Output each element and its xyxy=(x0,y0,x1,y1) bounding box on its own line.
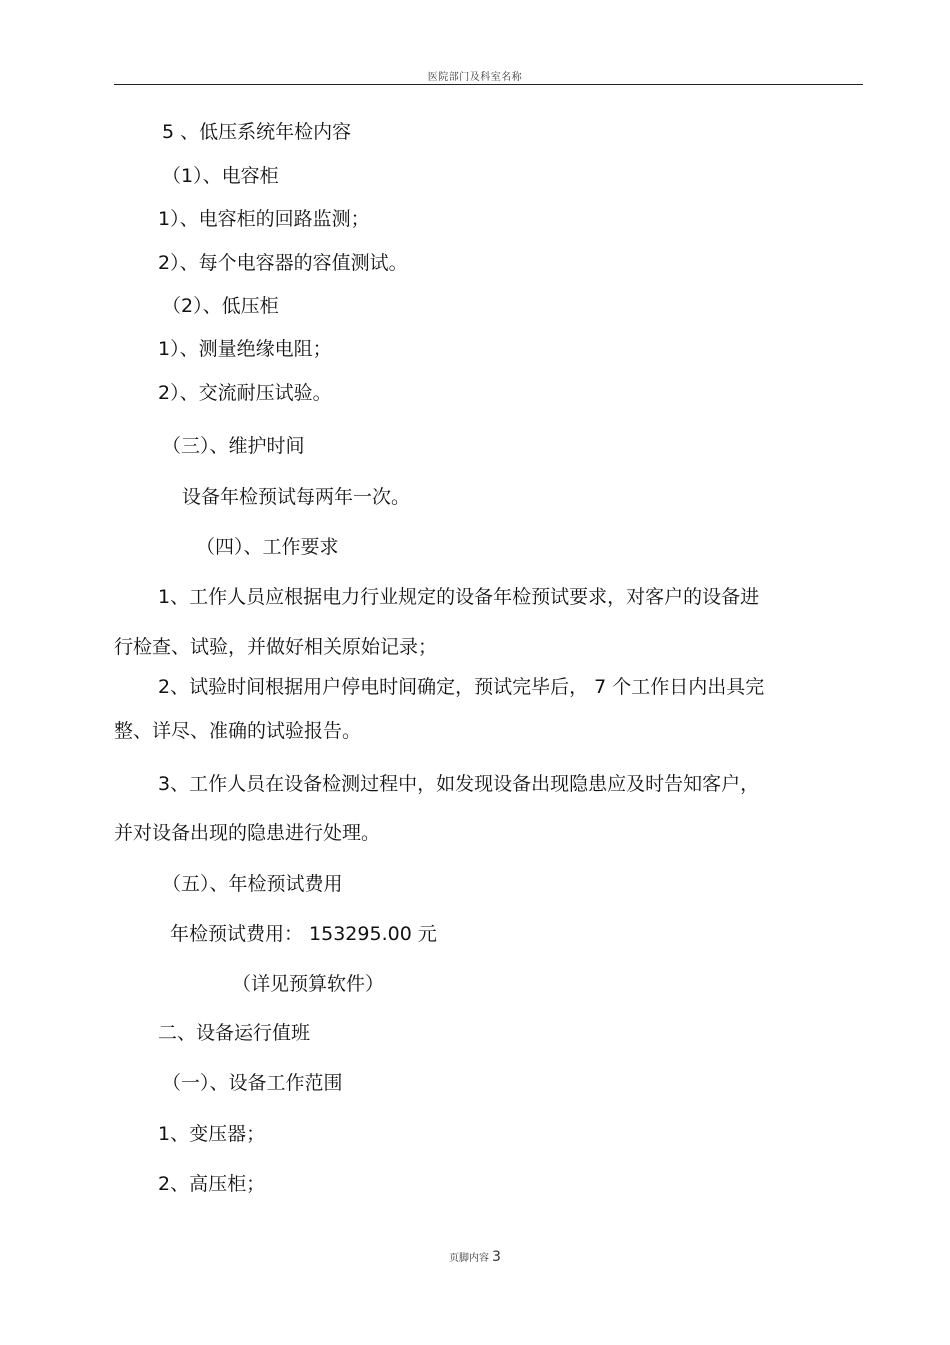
fee-line: 年检预试费用： 153295.00 元 xyxy=(170,923,437,945)
paragraph-line: 并对设备出现的隐患进行处理。 xyxy=(114,822,381,844)
paragraph-line: 3、工作人员在设备检测过程中，如发现设备出现隐患应及时告知客户， xyxy=(158,773,760,795)
list-item: 2）、每个电容器的容值测试。 xyxy=(158,252,408,274)
list-item: 2）、交流耐压试验。 xyxy=(158,382,332,404)
paragraph-line: 2、试验时间根据用户停电时间确定，预试完毕后， 7 个工作日内出具完 xyxy=(158,676,765,698)
subsection-heading: （2）、低压柜 xyxy=(162,295,279,317)
page-footer xyxy=(0,1249,950,1265)
paragraph: 设备年检预试每两年一次。 xyxy=(182,486,411,508)
list-item: 1）、测量绝缘电阻； xyxy=(158,338,332,360)
subsection-heading: （1）、电容柜 xyxy=(162,165,279,187)
page-number: 3 xyxy=(492,1249,501,1265)
footer-label: 页脚内容 xyxy=(449,1253,490,1264)
paragraph-line: 1、工作人员应根据电力行业规定的设备年检预试要求，对客户的设备进 xyxy=(158,586,760,608)
section-heading: （四）、工作要求 xyxy=(196,536,339,558)
list-item: 1）、电容柜的回路监测； xyxy=(158,208,370,230)
page-header: 医院部门及科室名称 xyxy=(427,72,523,83)
fee-note: （详见预算软件） xyxy=(232,973,385,995)
list-item: 1、变压器； xyxy=(158,1123,266,1145)
section-heading: （五）、年检预试费用 xyxy=(162,873,343,895)
paragraph-line: 行检查、试验，并做好相关原始记录； xyxy=(114,636,438,658)
section-heading: 5 、低压系统年检内容 xyxy=(162,121,352,143)
list-item: 2、高压柜； xyxy=(158,1173,266,1195)
header-divider xyxy=(114,84,863,85)
section-heading: （三）、维护时间 xyxy=(162,435,305,457)
section-heading: （一）、设备工作范围 xyxy=(162,1072,343,1094)
paragraph-line: 整、详尽、准确的试验报告。 xyxy=(114,720,362,742)
section-heading: 二、设备运行值班 xyxy=(158,1022,311,1044)
